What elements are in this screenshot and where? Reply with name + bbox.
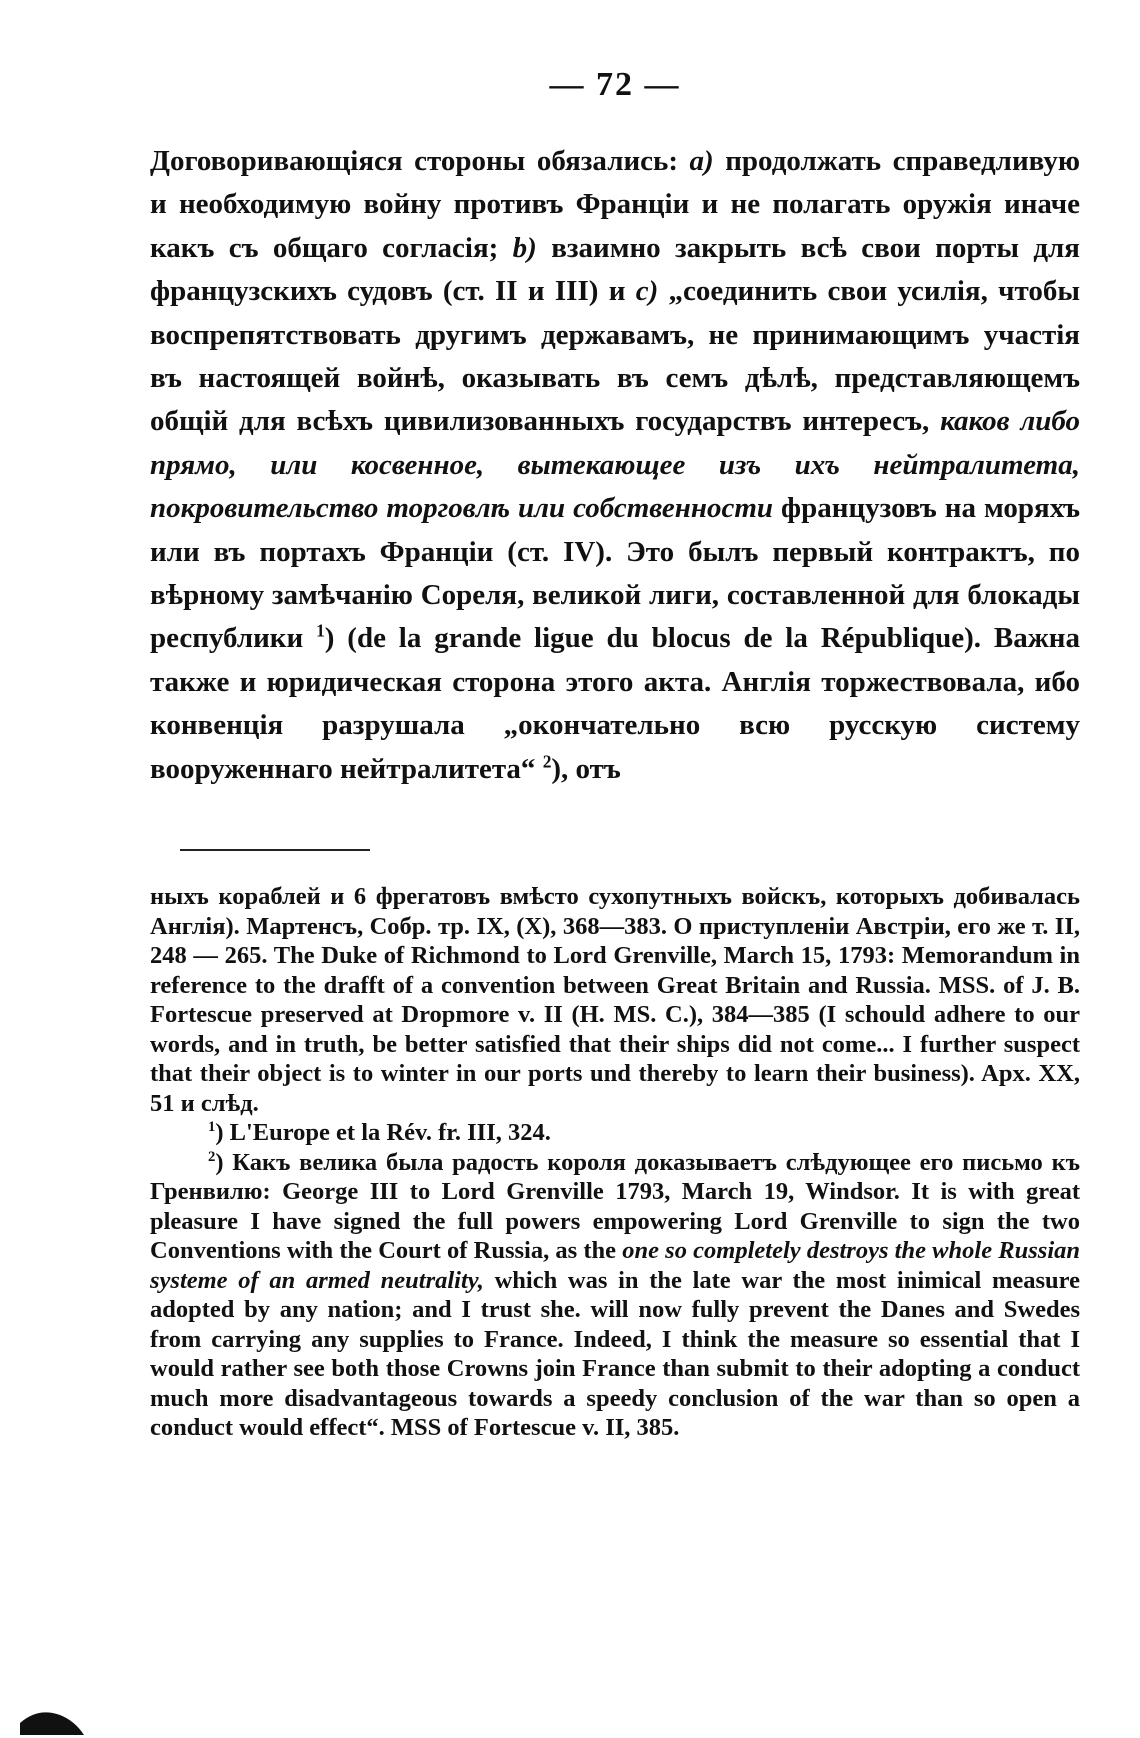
item-marker-c: c) <box>635 275 659 308</box>
footnote-2 <box>150 1148 1080 1443</box>
page-number: — 72 — <box>549 66 681 103</box>
item-marker-a: a) <box>689 145 714 177</box>
footnote-ref-1: 1 <box>316 620 325 641</box>
footnote-1 <box>150 1118 1080 1148</box>
footnote-1-mark: 1 <box>208 1118 216 1135</box>
footnote-2-text: ) Какъ велика была радость короля доказываетъ слѣдующее его письмо къ Гренвилю: George III to Lord Grenville 1793, March 19, Windsor. It is with great pleasure I have signed the full powers empowering Lord Grenville to sign the two Conventions with the Court of Russia, as the <box>150 1148 1080 1264</box>
footnote-2-italic: one so completely destroys the whole Russian systeme of an armed neutrality, <box>150 1237 1080 1294</box>
main-text-part: ) (de la grande ligue du blocus de la République). Важна также и юридическая сторона этого акта. Англія торжествовала, ибо конвенція разрушала „окончательно всю русскую систему вооруженнаго нейтралитета“ <box>150 622 1080 785</box>
italic-quote: каков либо прямо, или косвенное, вытекающее изъ ихъ нейтралитета, покровительство торговлѣ или собственности <box>150 405 1080 525</box>
main-text <box>150 140 1080 791</box>
footnote-separator <box>180 849 370 851</box>
footnote-continuation: ныхъ кораблей и 6 фрегатовъ вмѣсто сухопутныхъ войскъ, которыхъ добивалась Англія). Мартенсъ, Собр. тр. IX, (X), 368—383. О приступленіи Австріи, его же т. II, 248 — 265. The Duke of Richmond to Lord Grenville, March 15, 1793: Memorandum in reference to the drafft of a convention between Great Britain and Russia. MSS. of J. B. Fortescue preserved at Dropmore v. II (H. MS. C.), 384—385 (I schould adhere to our words, and in truth, be better satisfied that their ships did not come... I further suspect that their object is to winter in our ports und thereby to learn their business). Apx. XX, 51 и слѣд. <box>150 883 1080 1117</box>
footnote-ref-2: 2 <box>542 751 552 772</box>
main-text-part: взаимно закрыть всѣ свои порты для французскихъ судовъ (ст. II и III) и <box>150 231 1080 308</box>
page-corner-mark <box>20 1705 84 1735</box>
footnote-1-text: ) L'Europe et la Rév. fr. III, 324. <box>215 1119 551 1146</box>
main-text-part: продолжать справедливую и необходимую войну противъ Франціи и не полагать оружія иначе какъ съ общаго согласія; <box>150 145 1080 264</box>
book-page <box>150 0 1080 1738</box>
item-marker-b: b) <box>512 231 537 264</box>
footnote-2-text: which was in the late war the most inimical measure adopted by any nation; and I trust she. will now fully prevent the Danes and Swedes from carrying any supplies to France. Indeed, I think the measure so essential that I would rather see both those Crowns join France than submit to their adopting a conduct much more disadvantageous towards a speedy conclusion of the war than so open a conduct would effect“. MSS of Fortescue v. II, 385. <box>150 1266 1080 1441</box>
footnotes <box>150 882 1080 1443</box>
main-text-part: ), отъ <box>551 752 621 785</box>
main-text-part: Договоривающіяся стороны обязались: <box>150 145 690 177</box>
main-text-part: французовъ на моряхъ или въ портахъ Франціи (ст. IV). Это былъ первый контрактъ, по вѣрному замѣчанію Сореля, великой лиги, составленной для блокады республики <box>150 492 1080 655</box>
footnote-2-mark: 2 <box>208 1148 216 1165</box>
main-text-part: „соединить свои усилія, чтобы воспрепятствовать другимъ державамъ, не принимающимъ участія въ настоящей войнѣ, оказывать въ семъ дѣлѣ, представляющемъ общій для всѣхъ цивилизованныхъ государствъ интересъ, <box>150 275 1080 438</box>
